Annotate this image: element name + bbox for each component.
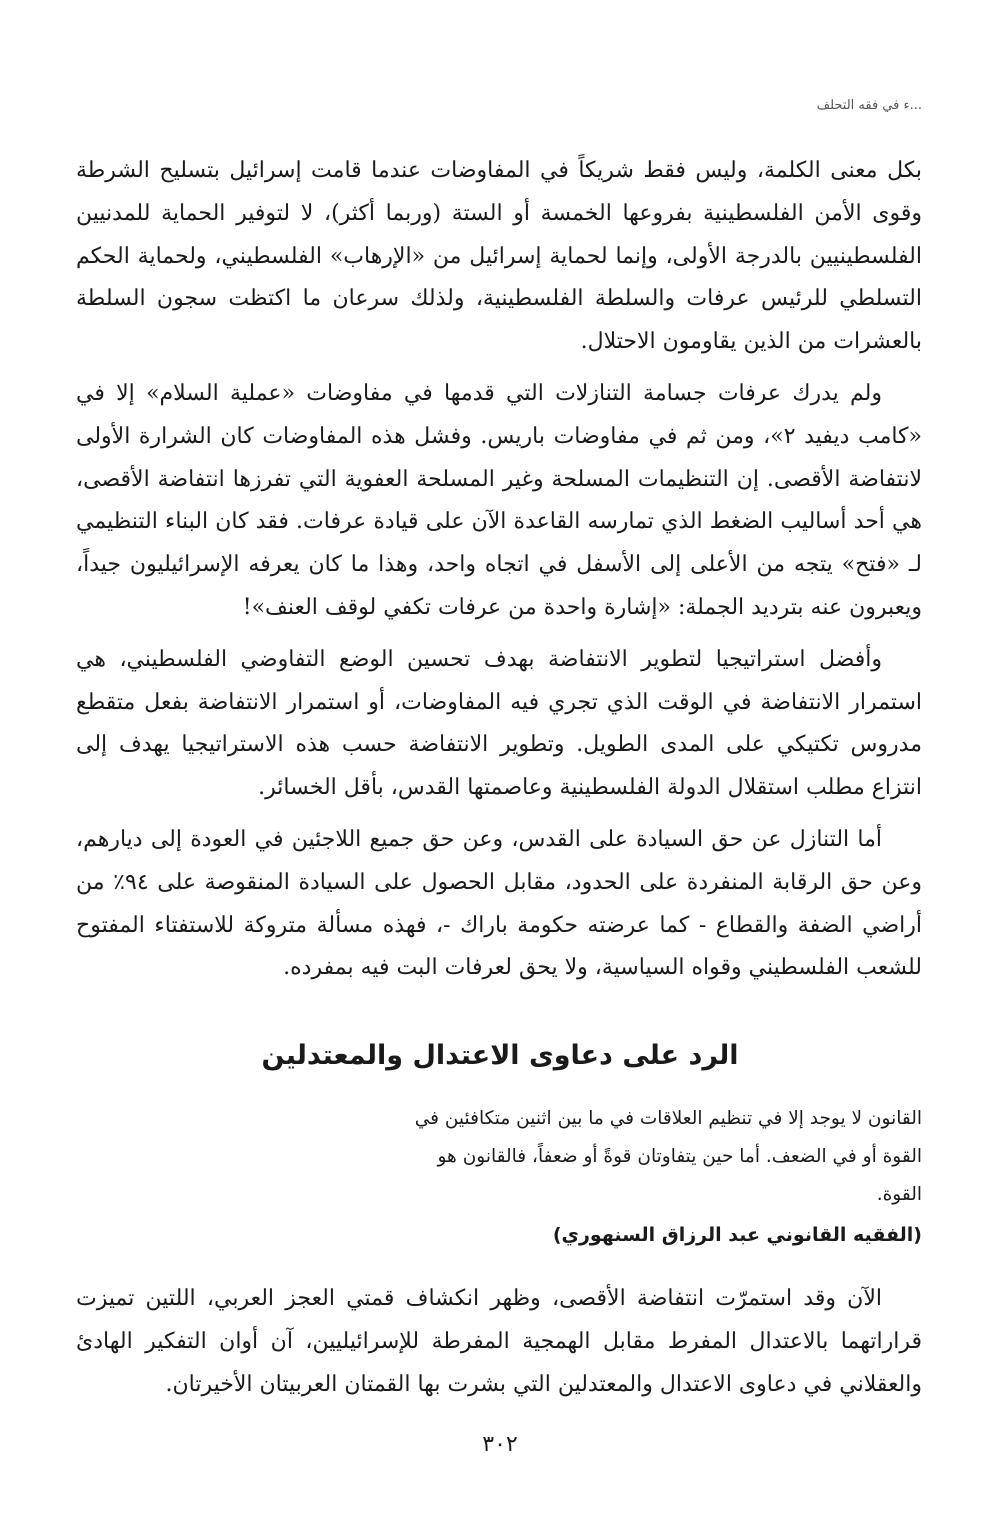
paragraph-1: بكل معنى الكلمة، وليس فقط شريكاً في المفاوضات عندما قامت إسرائيل بتسليح الشرطة وقوى الأمن الفلسطينية بفروعها الخمسة أو الستة (وربما أكثر)، لا لتوفير الحماية للمدنيين الفلسطينيين بالدرجة الأولى، وإنما لحماية إسرائيل من «الإرهاب» الفلسطيني، ولحماية الحكم التسلطي للرئيس عرفات والسلطة الفلسطينية، ولذلك سرعان ما اكتظت سجون السلطة بالعشرات من الذين يقاومون الاحتلال.	[76, 158, 922, 355]
paragraph-5: الآن وقد استمرّت انتفاضة الأقصى، وظهر انكشاف قمتي العجز العربي، اللتين تميزت قراراتهما بالاعتدال المفرط مقابل الهمجية المفرطة للإسرائيليين، آن أوان التفكير الهادئ والعقلاني في دعاوى الاعتدال والمعتدلين التي بشرت بها القمتان العربيتان الأخيرتان.	[76, 1286, 922, 1397]
paragraph-3: وأفضل استراتيجيا لتطوير الانتفاضة بهدف تحسين الوضع التفاوضي الفلسطيني، هي استمرار الانتفاضة في الوقت الذي تجري فيه المفاوضات، أو استمرار الانتفاضة بفعل متقطع مدروس تكتيكي على المدى الطويل. وتطوير الانتفاضة حسب هذه الاستراتيجيا يهدف إلى انتزاع مطلب استقلال الدولة الفلسطينية وعاصمتها القدس، بأقل الخسائر.	[76, 646, 922, 801]
paragraph-4: أما التنازل عن حق السيادة على القدس، وعن حق جميع اللاجئين في العودة إلى ديارهم، وعن حق الرقابة المنفردة على الحدود، مقابل الحصول على السيادة المنقوصة على ٩٤٪ من أراضي الضفة والقطاع - كما عرضته حكومة باراك -، فهذه مسألة متروكة للاستفتاء المفتوح للشعب الفلسطيني وقواه السياسية، ولا يحق لعرفات البت فيه بمفرده.	[76, 826, 923, 981]
paragraph-2: ولم يدرك عرفات جسامة التنازلات التي قدمها في مفاوضات «عملية السلام» إلا في «كامب ديفيد ٢»، ومن ثم في مفاوضات باريس. وفشل هذه المفاوضات كان الشرارة الأولى لانتفاضة الأقصى. إن التنظيمات المسلحة وغير المسلحة العفوية التي تفرزها انتفاضة الأقصى، هي أحد أساليب الضغط الذي تمارسه القاعدة الآن على قيادة عرفات. فقد كان البناء التنظيمي لـ «فتح» يتجه من الأعلى إلى الأسفل في اتجاه واحد، وهذا ما كان يعرفه الإسرائيليون جيداً، ويعبرون عنه بترديد الجملة: «إشارة واحدة من عرفات تكفي لوقف العنف»!	[76, 380, 922, 620]
closing-text	[76, 1278, 922, 1406]
epigraph-quote: القانون لا يوجد إلا في تنظيم العلاقات في ما بين اثنين متكافئين في القوة أو في الضعف. أما حين يتفاوتان قوةً أو ضعفاً، فالقانون هو القوة.	[414, 1108, 922, 1205]
page-number: ٣٠٢	[482, 1432, 518, 1457]
quote-attribution: (الفقيه القانوني عبد الرزاق السنهوري)	[552, 1224, 922, 1246]
running-header: ...ء في فقه التحلف	[816, 98, 922, 113]
section-heading: الرد على دعاوى الاعتدال والمعتدلين	[261, 1040, 739, 1071]
body-text	[76, 150, 922, 999]
